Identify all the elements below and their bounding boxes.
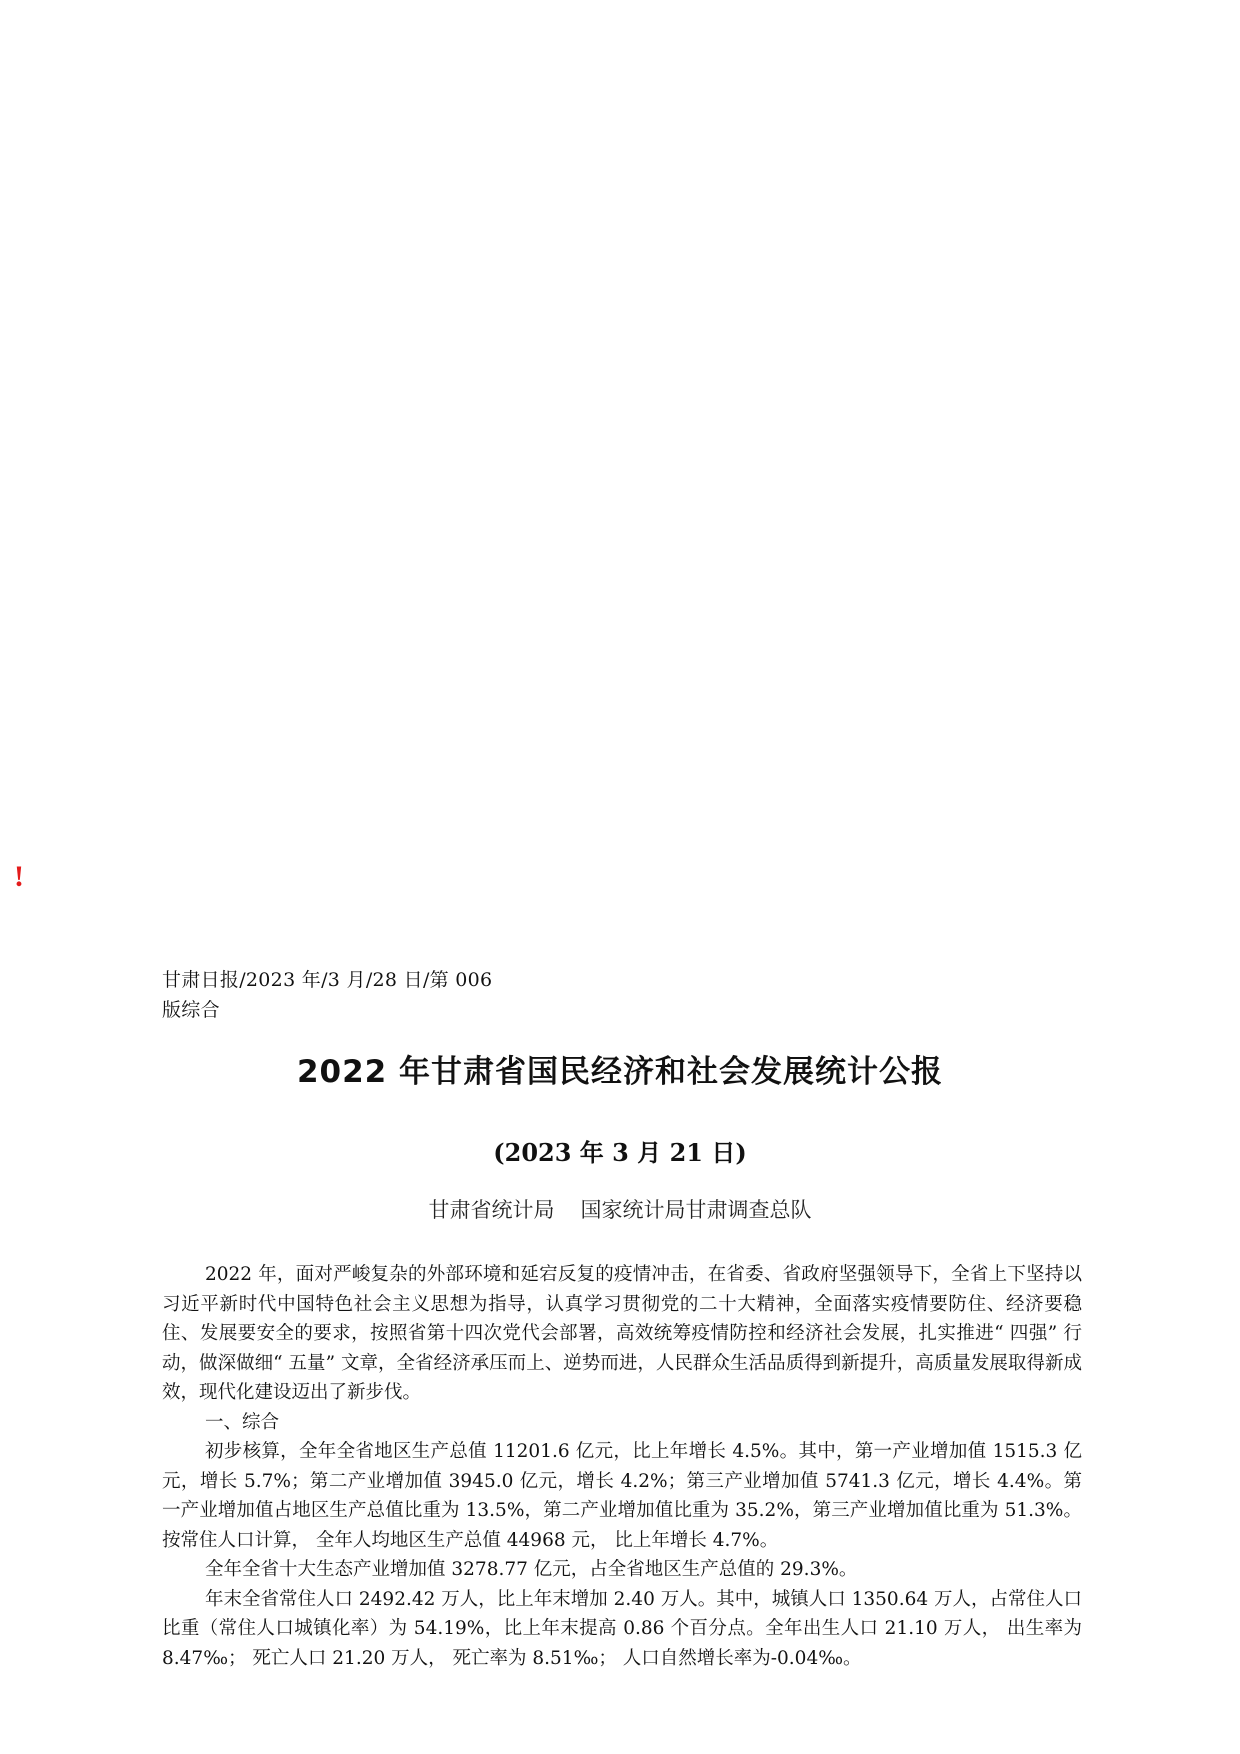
paragraph-eco-industry: 全年全省十大生态产业增加值 3278.77 亿元，占全省地区生产总值的 29.3%。 [205,1559,858,1580]
source-line: 甘肃日报/2023 年/3 月/28 日/第 006 版综合 [162,969,493,1021]
authors [0,1193,1240,1227]
author-survey-team: 国家统计局甘肃调查总队 [580,1198,812,1222]
paragraph-population: 年末全省常住人口 2492.42 万人，比上年末增加 2.40 万人。其中，城镇人口 1350.64 万人，占常住人口比重（常住人口城镇化率）为 54.19%，比上年末提高 0.86 个百分点。全年出生人口 21.10 万人， 出生率为 8.47‰； 死亡人口 21.20 万人， 死亡率为 8.51‰； 人口自然增长率为-0.04‰。 [162,1588,1082,1669]
paragraph-gdp: 初步核算，全年全省地区生产总值 11201.6 亿元，比上年增长 4.5%。其中，第一产业增加值 1515.3 亿元，增长 5.7%；第二产业增加值 3945.0 亿元，增长 4.2%；第三产业增加值 5741.3 亿元，增长 4.4%。第一产业增加值占地区生产总值比重为 13.5%，第二产业增加值比重为 35.2%，第三产业增加值比重为 51.3%。 按常住人口计算， 全年人均地区生产总值 44968 元， 比上年增长 4.7%。 [162,1441,1082,1551]
author-provincial-bureau: 甘肃省统计局 [428,1198,555,1222]
document-body [162,1260,1082,1673]
section-heading-general: 一、综合 [205,1411,280,1433]
page-title: 2022 年甘肃省国民经济和社会发展统计公报 [296,1054,944,1090]
publication-date: (2023 年 3 月 21 日) [493,1138,747,1167]
red-exclamation-mark: ! [14,860,24,893]
paragraph-intro: 2022 年，面对严峻复杂的外部环境和延宕反复的疫情冲击，在省委、省政府坚强领导下，全省上下坚持以习近平新时代中国特色社会主义思想为指导，认真学习贯彻党的二十大精神，全面落实疫情要防住、经济要稳住、发展要安全的要求，按照省第十四次党代会部署，高效统筹疫情防控和经济社会发展，扎实推进“ 四强” 行动，做深做细“ 五量” 文章，全省经济承压而上、逆势而进，人民群众生活品质得到新提升，高质量发展取得新成效，现代化建设迈出了新步伐。 [162,1264,1082,1403]
